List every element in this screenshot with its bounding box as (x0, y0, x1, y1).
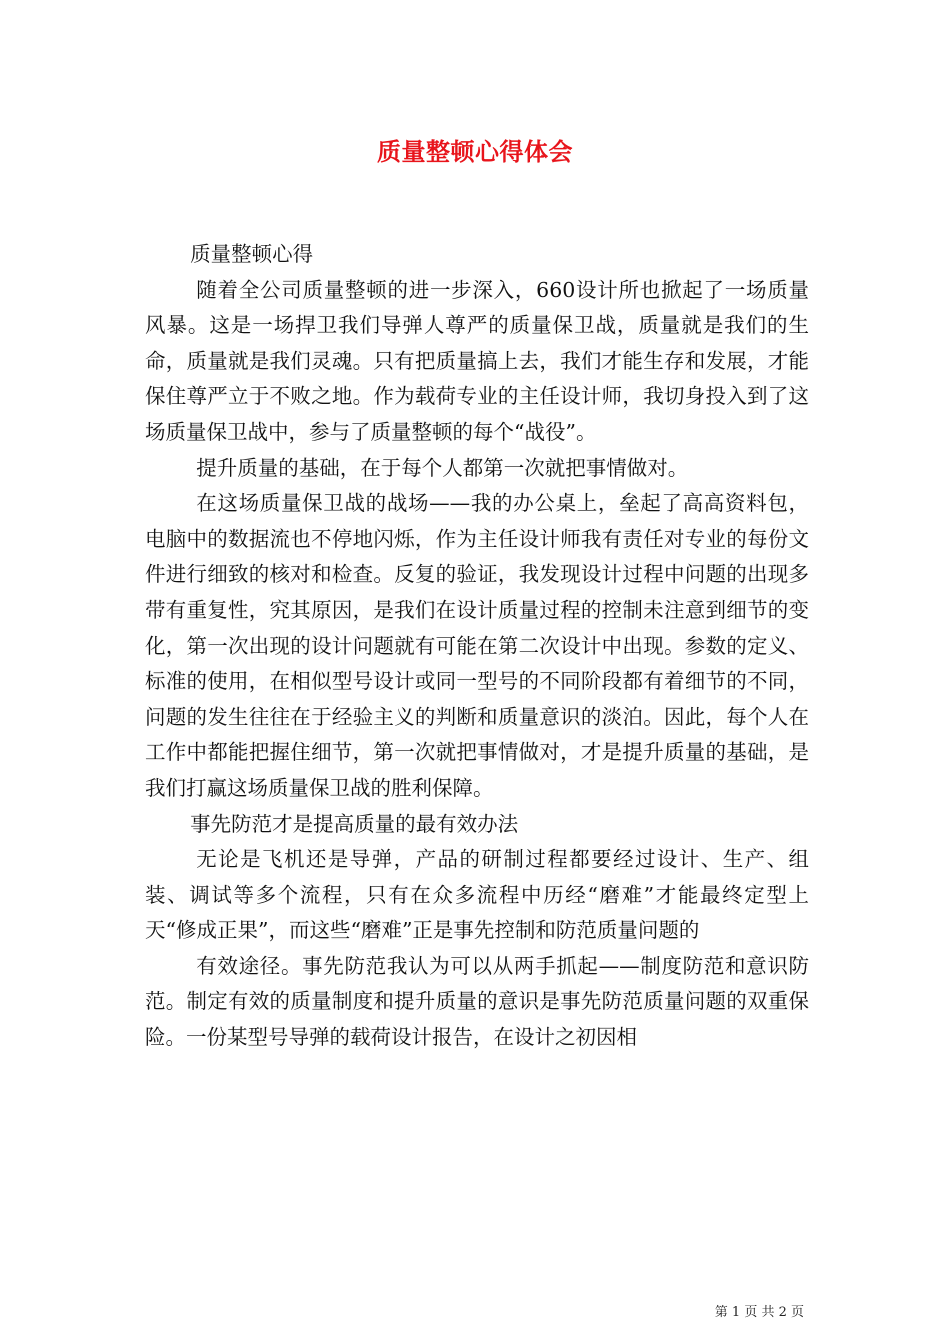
page-number-footer: 第 1 页 共 2 页 (714, 1305, 804, 1320)
body-paragraph: 有效途径。事先防范我认为可以从两手抓起——制度防范和意识防范。制定有效的质量制度和提升质量的意识是事先防范质量问题的双重保险。一份某型号导弹的载荷设计报告，在设计之初因相 (145, 953, 809, 1050)
document-body (145, 237, 809, 1056)
body-paragraph: 在这场质量保卫战的战场——我的办公桌上，垒起了高高资料包，电脑中的数据流也不停地闪烁，作为主任设计师我有责任对专业的每份文件进行细致的核对和检查。反复的验证，我发现设计过程中问题的出现多带有重复性，究其原因，是我们在设计质量过程的控制未注意到细节的变化，第一次出现的设计问题就有可能在第二次设计中出现。参数的定义、标准的使用，在相似型号设计或同一型号的不同阶段都有着细节的不同，问题的发生往往在于经验主义的判断和质量意识的淡泊。因此，每个人在工作中都能把握住细节，第一次就把事情做对，才是提升质量的基础，是我们打赢这场质量保卫战的胜利保障。 (145, 491, 809, 800)
body-paragraph: 提升质量的基础，在于每个人都第一次就把事情做对。 (196, 455, 689, 480)
document-title: 质量整顿心得体会 (377, 137, 573, 166)
section-heading: 事先防范才是提高质量的最有效办法 (190, 811, 519, 836)
body-paragraph: 随着全公司质量整顿的进一步深入，660设计所也掀起了一场质量风暴。这是一场捍卫我们导弹人尊严的质量保卫战，质量就是我们的生命，质量就是我们灵魂。只有把质量搞上去，我们才能生存和发展，才能保住尊严立于不败之地。作为载荷专业的主任设计师，我切身投入到了这场质量保卫战中，参与了质量整顿的每个“战役”。 (145, 277, 809, 444)
body-paragraph: 无论是飞机还是导弹，产品的研制过程都要经过设计、生产、组装、调试等多个流程，只有在众多流程中历经“磨难”才能最终定型上天“修成正果”，而这些“磨难”正是事先控制和防范质量问题的 (145, 847, 809, 943)
section-heading: 质量整顿心得 (190, 242, 314, 266)
